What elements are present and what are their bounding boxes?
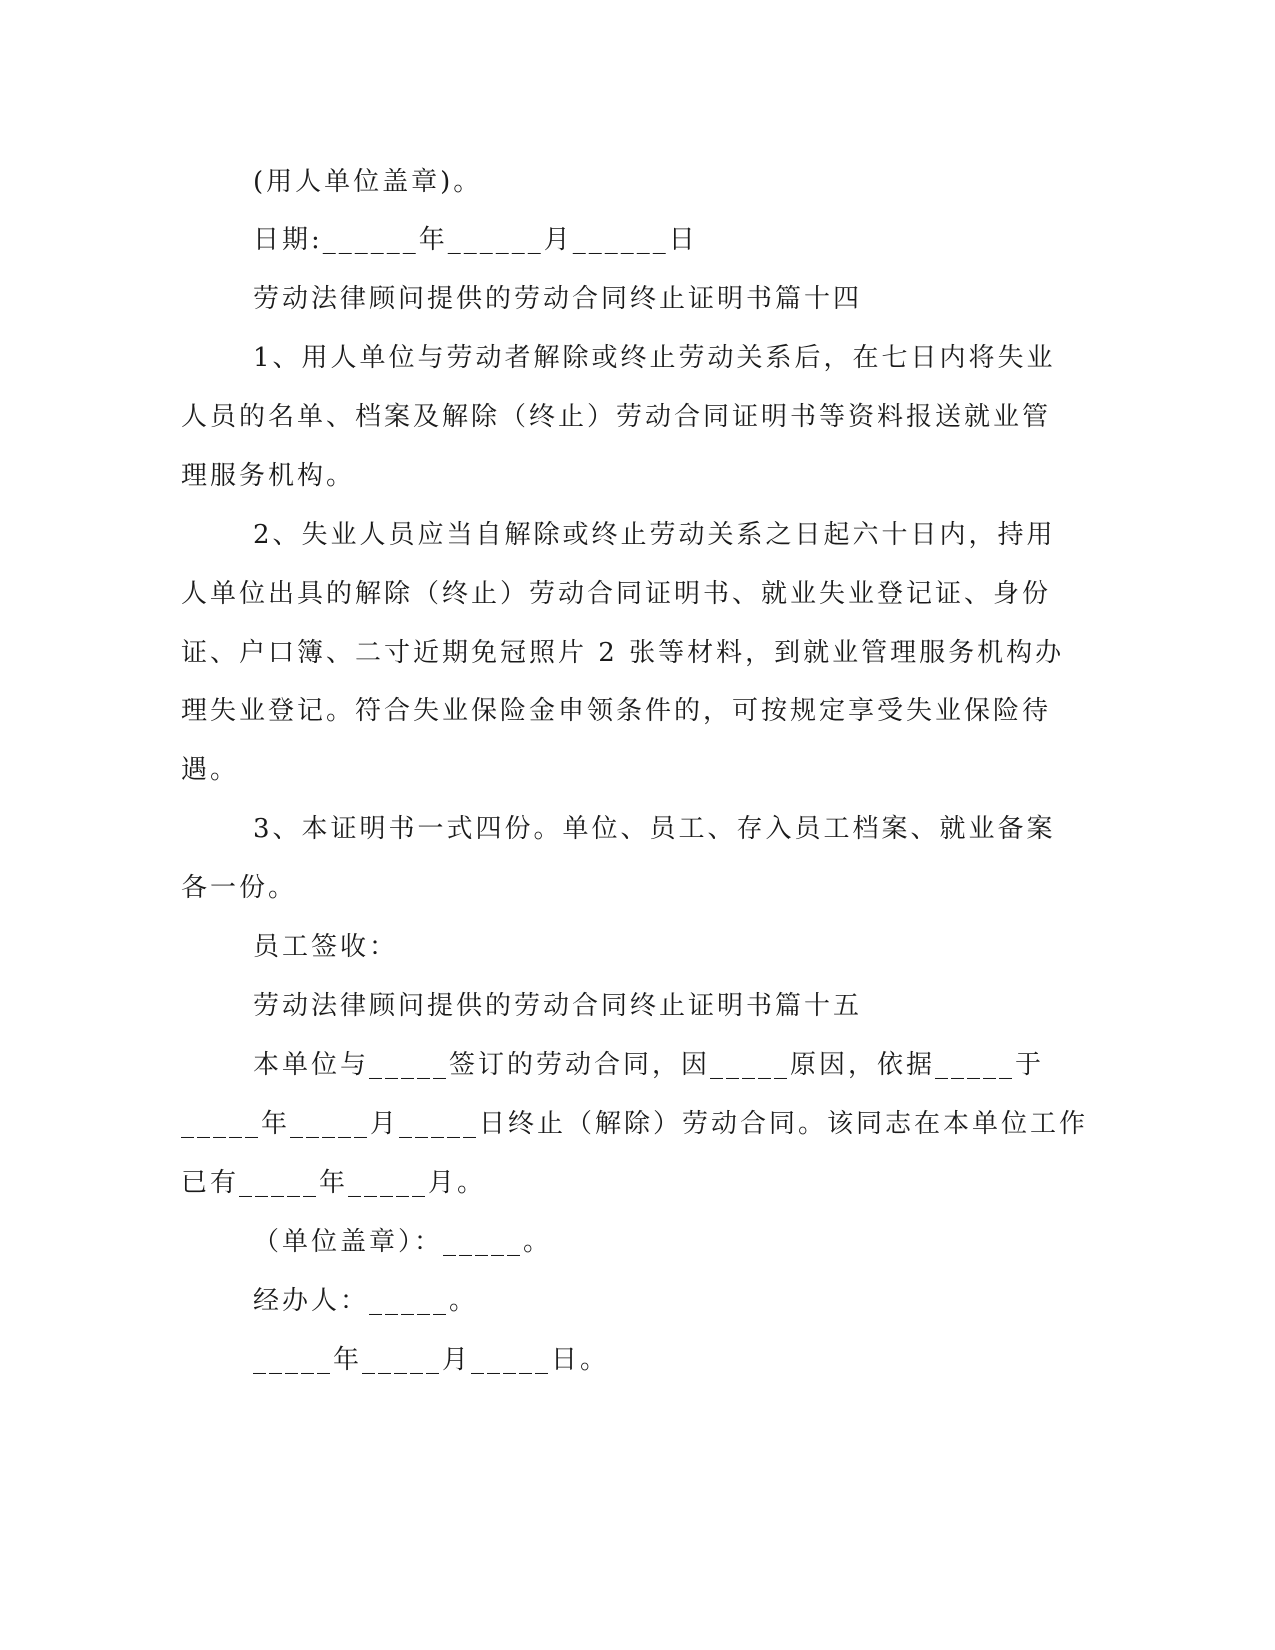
item-2-line-4: 理失业登记。符合失业保险金申领条件的，可按规定享受失业保险待 xyxy=(181,696,1052,726)
employer-seal-line: (用人单位盖章)。 xyxy=(253,167,483,197)
body-15-line-2: _____年_____月_____日终止（解除）劳动合同。该同志在本单位工作 xyxy=(181,1109,1089,1139)
item-2-line-5: 遇。 xyxy=(181,755,240,785)
handler-line: 经办人：_____。 xyxy=(253,1286,479,1316)
item-1-line-3: 理服务机构。 xyxy=(181,461,356,491)
item-1-line-1: 1、用人单位与劳动者解除或终止劳动关系后，在七日内将失业 xyxy=(253,343,1056,373)
item-2-line-2: 人单位出具的解除（终止）劳动合同证明书、就业失业登记证、身份 xyxy=(181,579,1052,609)
date-line-2: _____年_____月_____日。 xyxy=(253,1345,610,1375)
date-line: 日期:______年______月______日 xyxy=(253,225,698,255)
employee-signature-line: 员工签收： xyxy=(253,932,399,962)
body-15-line-1: 本单位与_____签订的劳动合同，因_____原因，依据_____于 xyxy=(253,1050,1045,1080)
section-title-15: 劳动法律顾问提供的劳动合同终止证明书篇十五 xyxy=(253,991,863,1021)
item-2-line-1: 2、失业人员应当自解除或终止劳动关系之日起六十日内，持用 xyxy=(253,520,1056,550)
item-3-line-2: 各一份。 xyxy=(181,873,298,903)
section-title-14: 劳动法律顾问提供的劳动合同终止证明书篇十四 xyxy=(253,284,863,314)
item-1-line-2: 人员的名单、档案及解除（终止）劳动合同证明书等资料报送就业管 xyxy=(181,402,1052,432)
body-15-line-3: 已有_____年_____月。 xyxy=(181,1168,487,1198)
item-3-line-1: 3、本证明书一式四份。单位、员工、存入员工档案、就业备案 xyxy=(253,814,1056,844)
unit-seal-line: （单位盖章）：_____。 xyxy=(253,1227,553,1257)
item-2-line-3: 证、户口簿、二寸近期免冠照片 2 张等材料，到就业管理服务机构办 xyxy=(181,638,1065,668)
